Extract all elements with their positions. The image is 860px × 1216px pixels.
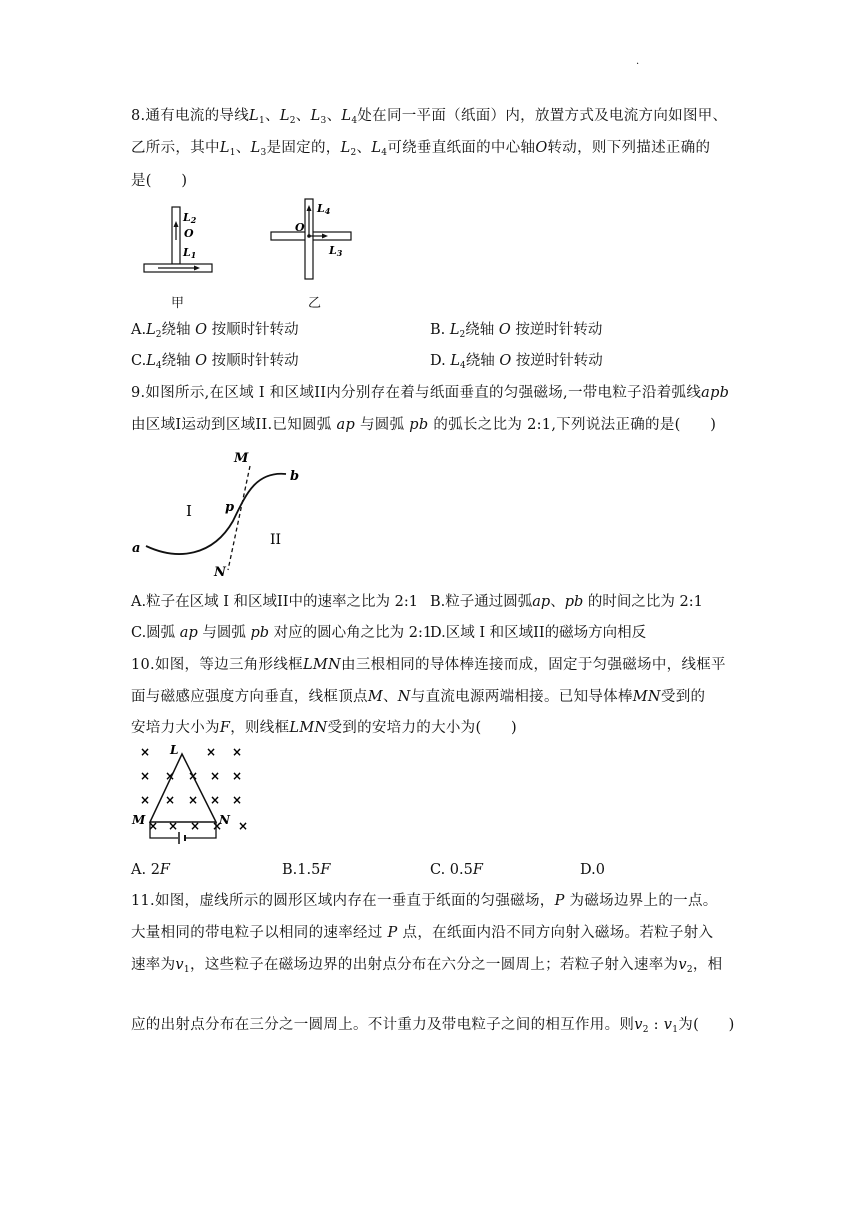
- field-cross: ×: [148, 819, 159, 833]
- label-p: p: [225, 500, 235, 515]
- label-L1: L1: [183, 246, 197, 260]
- q8-figure-yi: [268, 196, 358, 282]
- label-L3: L3: [329, 244, 343, 258]
- q10-option-d[interactable]: D.0: [580, 862, 605, 878]
- q9-option-a[interactable]: A.粒子在区域 I 和区域II中的速率之比为 2:1: [131, 594, 418, 610]
- label-L4: L4: [317, 202, 331, 216]
- q8-line-3: 是( ): [131, 173, 188, 189]
- q8-caption-jia: 甲: [171, 296, 185, 311]
- axis-O: [307, 234, 311, 238]
- q10-option-a[interactable]: A. 2F: [131, 862, 170, 878]
- field-cross: ×: [210, 793, 221, 807]
- label-N: N: [219, 813, 230, 827]
- field-cross: ×: [232, 745, 243, 759]
- q9-figure: [128, 446, 318, 584]
- field-cross: ×: [165, 769, 176, 783]
- q8-caption-yi: 乙: [308, 296, 322, 311]
- field-cross: ×: [232, 769, 243, 783]
- q9-option-c[interactable]: C.圆弧 ap 与圆弧 pb 对应的圆心角之比为 2:1: [131, 625, 433, 641]
- field-cross: ×: [206, 745, 217, 759]
- label-O: O: [184, 227, 194, 240]
- q8-option-b[interactable]: B. $L_2$绕轴 O 按逆时针转动: [430, 322, 603, 340]
- field-cross: ×: [140, 793, 151, 807]
- magnetic-field-crosses: [140, 745, 248, 833]
- field-cross: ×: [232, 793, 243, 807]
- q8-option-c[interactable]: $C.L_4$绕轴 O 按顺时针转动: [131, 353, 299, 371]
- field-cross: ×: [140, 769, 151, 783]
- label-a: a: [132, 541, 141, 556]
- q8-option-a[interactable]: $A.L_2$绕轴 O 按顺时针转动: [131, 322, 299, 340]
- field-cross: ×: [190, 819, 201, 833]
- boundary-MN: [228, 466, 250, 570]
- q10-option-b[interactable]: B.1.5F: [282, 862, 331, 878]
- q10-option-c[interactable]: C. 0.5F: [430, 862, 483, 878]
- q11-line-3: 速率为$v_1$，这些粒子在磁场边界的出射点分布在六分之一圆周上；若粒子射入速率为$v_2$，相: [131, 957, 723, 975]
- label-region-II: II: [270, 532, 282, 548]
- q10-line-2: 面与磁感应强度方向垂直，线框顶点M、N与直流电源两端相接。已知导体棒MN受到的: [131, 689, 706, 705]
- q8-line-2: 乙所示，其中$L_1$、$L_3$是固定的，$L_2$、$L_4$可绕垂直纸面的中心轴O转动，则下列描述正确的: [131, 140, 711, 158]
- field-cross: ×: [188, 769, 199, 783]
- header-mark: .: [636, 56, 640, 67]
- field-cross: ×: [238, 819, 249, 833]
- q10-line-3: 安培力大小为F，则线框LMN受到的安培力的大小为( ): [131, 720, 517, 736]
- q9-line-2: 由区域I运动到区域II.已知圆弧 ap 与圆弧 pb 的弧长之比为 2:1,下列说法正确的是( ): [131, 417, 717, 433]
- field-cross: ×: [188, 793, 199, 807]
- field-cross: ×: [168, 819, 179, 833]
- q10-line-1: 10.如图，等边三角形线框LMN由三根相同的导体棒连接而成，固定于匀强磁场中，线框平: [131, 657, 726, 673]
- q11-line-1: 11.如图，虚线所示的圆形区域内存在一垂直于纸面的匀强磁场，P 为磁场边界上的一点。: [131, 893, 718, 909]
- label-M: M: [132, 813, 146, 827]
- q8-line-1: 8.通有电流的导线$L_1$、$L_2$、$L_3$、$L_4$处在同一平面（纸面）内，放置方式及电流方向如图甲、: [131, 108, 728, 126]
- label-N: N: [214, 565, 226, 580]
- field-cross: ×: [212, 819, 223, 833]
- field-cross: ×: [140, 745, 151, 759]
- q10-figure: [128, 742, 253, 846]
- q11-line-4: 应的出射点分布在三分之一圆周上。不计重力及带电粒子之间的相互作用。则$v_2$ : $v_1$为( ): [131, 1017, 735, 1035]
- triangle-frame-LMN: [150, 754, 216, 822]
- q9-option-b[interactable]: B.粒子通过圆弧ap、pb 的时间之比为 2:1: [430, 594, 703, 610]
- label-L2: L2: [183, 211, 197, 225]
- label-O: O: [295, 221, 305, 234]
- label-b: b: [290, 469, 300, 484]
- q9-option-d[interactable]: D.区域 I 和区域II的磁场方向相反: [430, 625, 647, 641]
- field-cross: ×: [210, 769, 221, 783]
- label-L: L: [170, 743, 179, 757]
- q11-line-2: 大量相同的带电粒子以相同的速率经过 P 点，在纸面内沿不同方向射入磁场。若粒子射入: [131, 925, 714, 941]
- label-region-I: I: [186, 502, 192, 520]
- field-cross: ×: [165, 793, 176, 807]
- q8-option-d[interactable]: D. $L_4$绕轴 O 按逆时针转动: [430, 353, 603, 371]
- q8-figure-jia: [138, 204, 218, 282]
- q9-line-1: 9.如图所示,在区域 I 和区域II内分别存在着与纸面垂直的匀强磁场,一带电粒子沿着弧线apb: [131, 385, 730, 401]
- trajectory-apb: [146, 474, 286, 554]
- label-M: M: [234, 451, 249, 466]
